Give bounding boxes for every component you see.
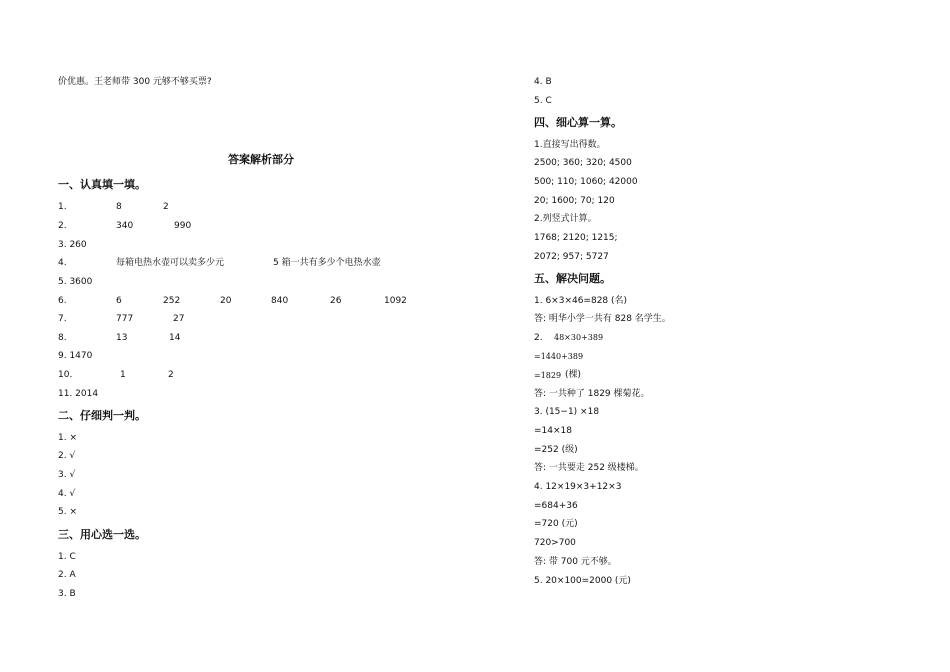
q10-answer-b: 2 <box>168 370 174 380</box>
q8-answer-a: 13 <box>116 333 128 343</box>
problem-2-step-2: =1829 <box>534 371 562 380</box>
problem-2-number: 2. <box>534 333 543 343</box>
q6-number: 6. <box>58 296 67 306</box>
q8-answer-b: 14 <box>169 333 181 343</box>
problem-3-step-1: =14×18 <box>534 426 572 436</box>
section-2-heading: 二、仔细判一判。 <box>58 409 146 422</box>
q8-number: 8. <box>58 333 67 343</box>
q10-number: 10. <box>58 370 73 380</box>
problem-5-line: 5. 20×100=2000 (元) <box>534 576 631 586</box>
choice-item-2: 2. A <box>58 570 76 580</box>
judge-item-1: 1. × <box>58 433 77 443</box>
q4-answer-a: 每箱电热水壶可以卖多少元 <box>116 258 225 268</box>
calc-row-4: 1768; 2120; 1215; <box>534 233 618 243</box>
q4-number: 4. <box>58 258 67 268</box>
problem-4-compare: 720>700 <box>534 538 576 548</box>
q6-value-5: 26 <box>330 296 342 306</box>
q4-answer-b: 5 箱一共有多少个电热水壶 <box>273 258 381 268</box>
calc-row-1: 2500; 360; 320; 4500 <box>534 158 632 168</box>
q7-answer-a: 777 <box>116 314 134 324</box>
q1-number: 1. <box>58 202 67 212</box>
choice-item-4: 4. B <box>534 77 552 87</box>
calc-sub-1: 1.直接写出得数。 <box>534 140 606 150</box>
q6-value-6: 1092 <box>384 296 407 306</box>
problem-1-answer: 答: 明华小学一共有 828 名学生。 <box>534 314 671 324</box>
q7-number: 7. <box>58 314 67 324</box>
q9-line: 9. 1470 <box>58 351 93 361</box>
q6-value-3: 20 <box>220 296 232 306</box>
q6-value-2: 252 <box>163 296 181 306</box>
problem-2-answer: 答: 一共种了 1829 棵菊花。 <box>534 389 650 399</box>
judge-item-3: 3. √ <box>58 470 76 480</box>
q2-answer-a: 340 <box>116 221 134 231</box>
problem-4-step-1: =684+36 <box>534 501 578 511</box>
choice-item-1: 1. C <box>58 552 76 562</box>
q7-answer-b: 27 <box>173 314 185 324</box>
problem-2-unit: (棵) <box>565 370 582 380</box>
q1-answer-a: 8 <box>116 202 122 212</box>
q11-line: 11. 2014 <box>58 389 99 399</box>
q3-line: 3. 260 <box>58 240 87 250</box>
intro-line: 价优惠。王老师带 300 元够不够买票? <box>58 77 212 87</box>
calc-row-2: 500; 110; 1060; 42000 <box>534 177 638 187</box>
calc-sub-2: 2.列竖式计算。 <box>534 214 597 224</box>
choice-item-3: 3. B <box>58 589 76 599</box>
problem-4-answer: 答: 带 700 元不够。 <box>534 557 617 567</box>
problem-4-line: 4. 12×19×3+12×3 <box>534 482 622 492</box>
q6-value-1: 6 <box>116 296 122 306</box>
page-title: 答案解析部分 <box>228 153 294 166</box>
judge-item-2: 2. √ <box>58 451 76 461</box>
judge-item-5: 5. × <box>58 507 77 517</box>
problem-3-step-2: =252 (级) <box>534 445 578 455</box>
problem-3-answer: 答: 一共要走 252 级楼梯。 <box>534 463 644 473</box>
section-1-heading: 一、认真填一填。 <box>58 178 146 191</box>
problem-3-line: 3. (15−1) ×18 <box>534 407 600 417</box>
q2-answer-b: 990 <box>174 221 192 231</box>
q6-value-4: 840 <box>271 296 289 306</box>
problem-4-step-2: =720 (元) <box>534 519 578 529</box>
q2-number: 2. <box>58 221 67 231</box>
section-5-heading: 五、解决问题。 <box>534 272 611 285</box>
calc-row-5: 2072; 957; 5727 <box>534 252 609 262</box>
section-3-heading: 三、用心选一选。 <box>58 528 146 541</box>
problem-1-line: 1. 6×3×46=828 (名) <box>534 296 628 306</box>
section-4-heading: 四、细心算一算。 <box>534 116 622 129</box>
q1-answer-b: 2 <box>163 202 169 212</box>
q10-answer-a: 1 <box>120 370 126 380</box>
q5-line: 5. 3600 <box>58 277 93 287</box>
problem-2-expression: 48×30+389 <box>554 333 604 342</box>
problem-2-step-1: =1440+389 <box>534 352 584 361</box>
calc-row-3: 20; 1600; 70; 120 <box>534 196 615 206</box>
judge-item-4: 4. √ <box>58 489 76 499</box>
choice-item-5: 5. C <box>534 96 552 106</box>
